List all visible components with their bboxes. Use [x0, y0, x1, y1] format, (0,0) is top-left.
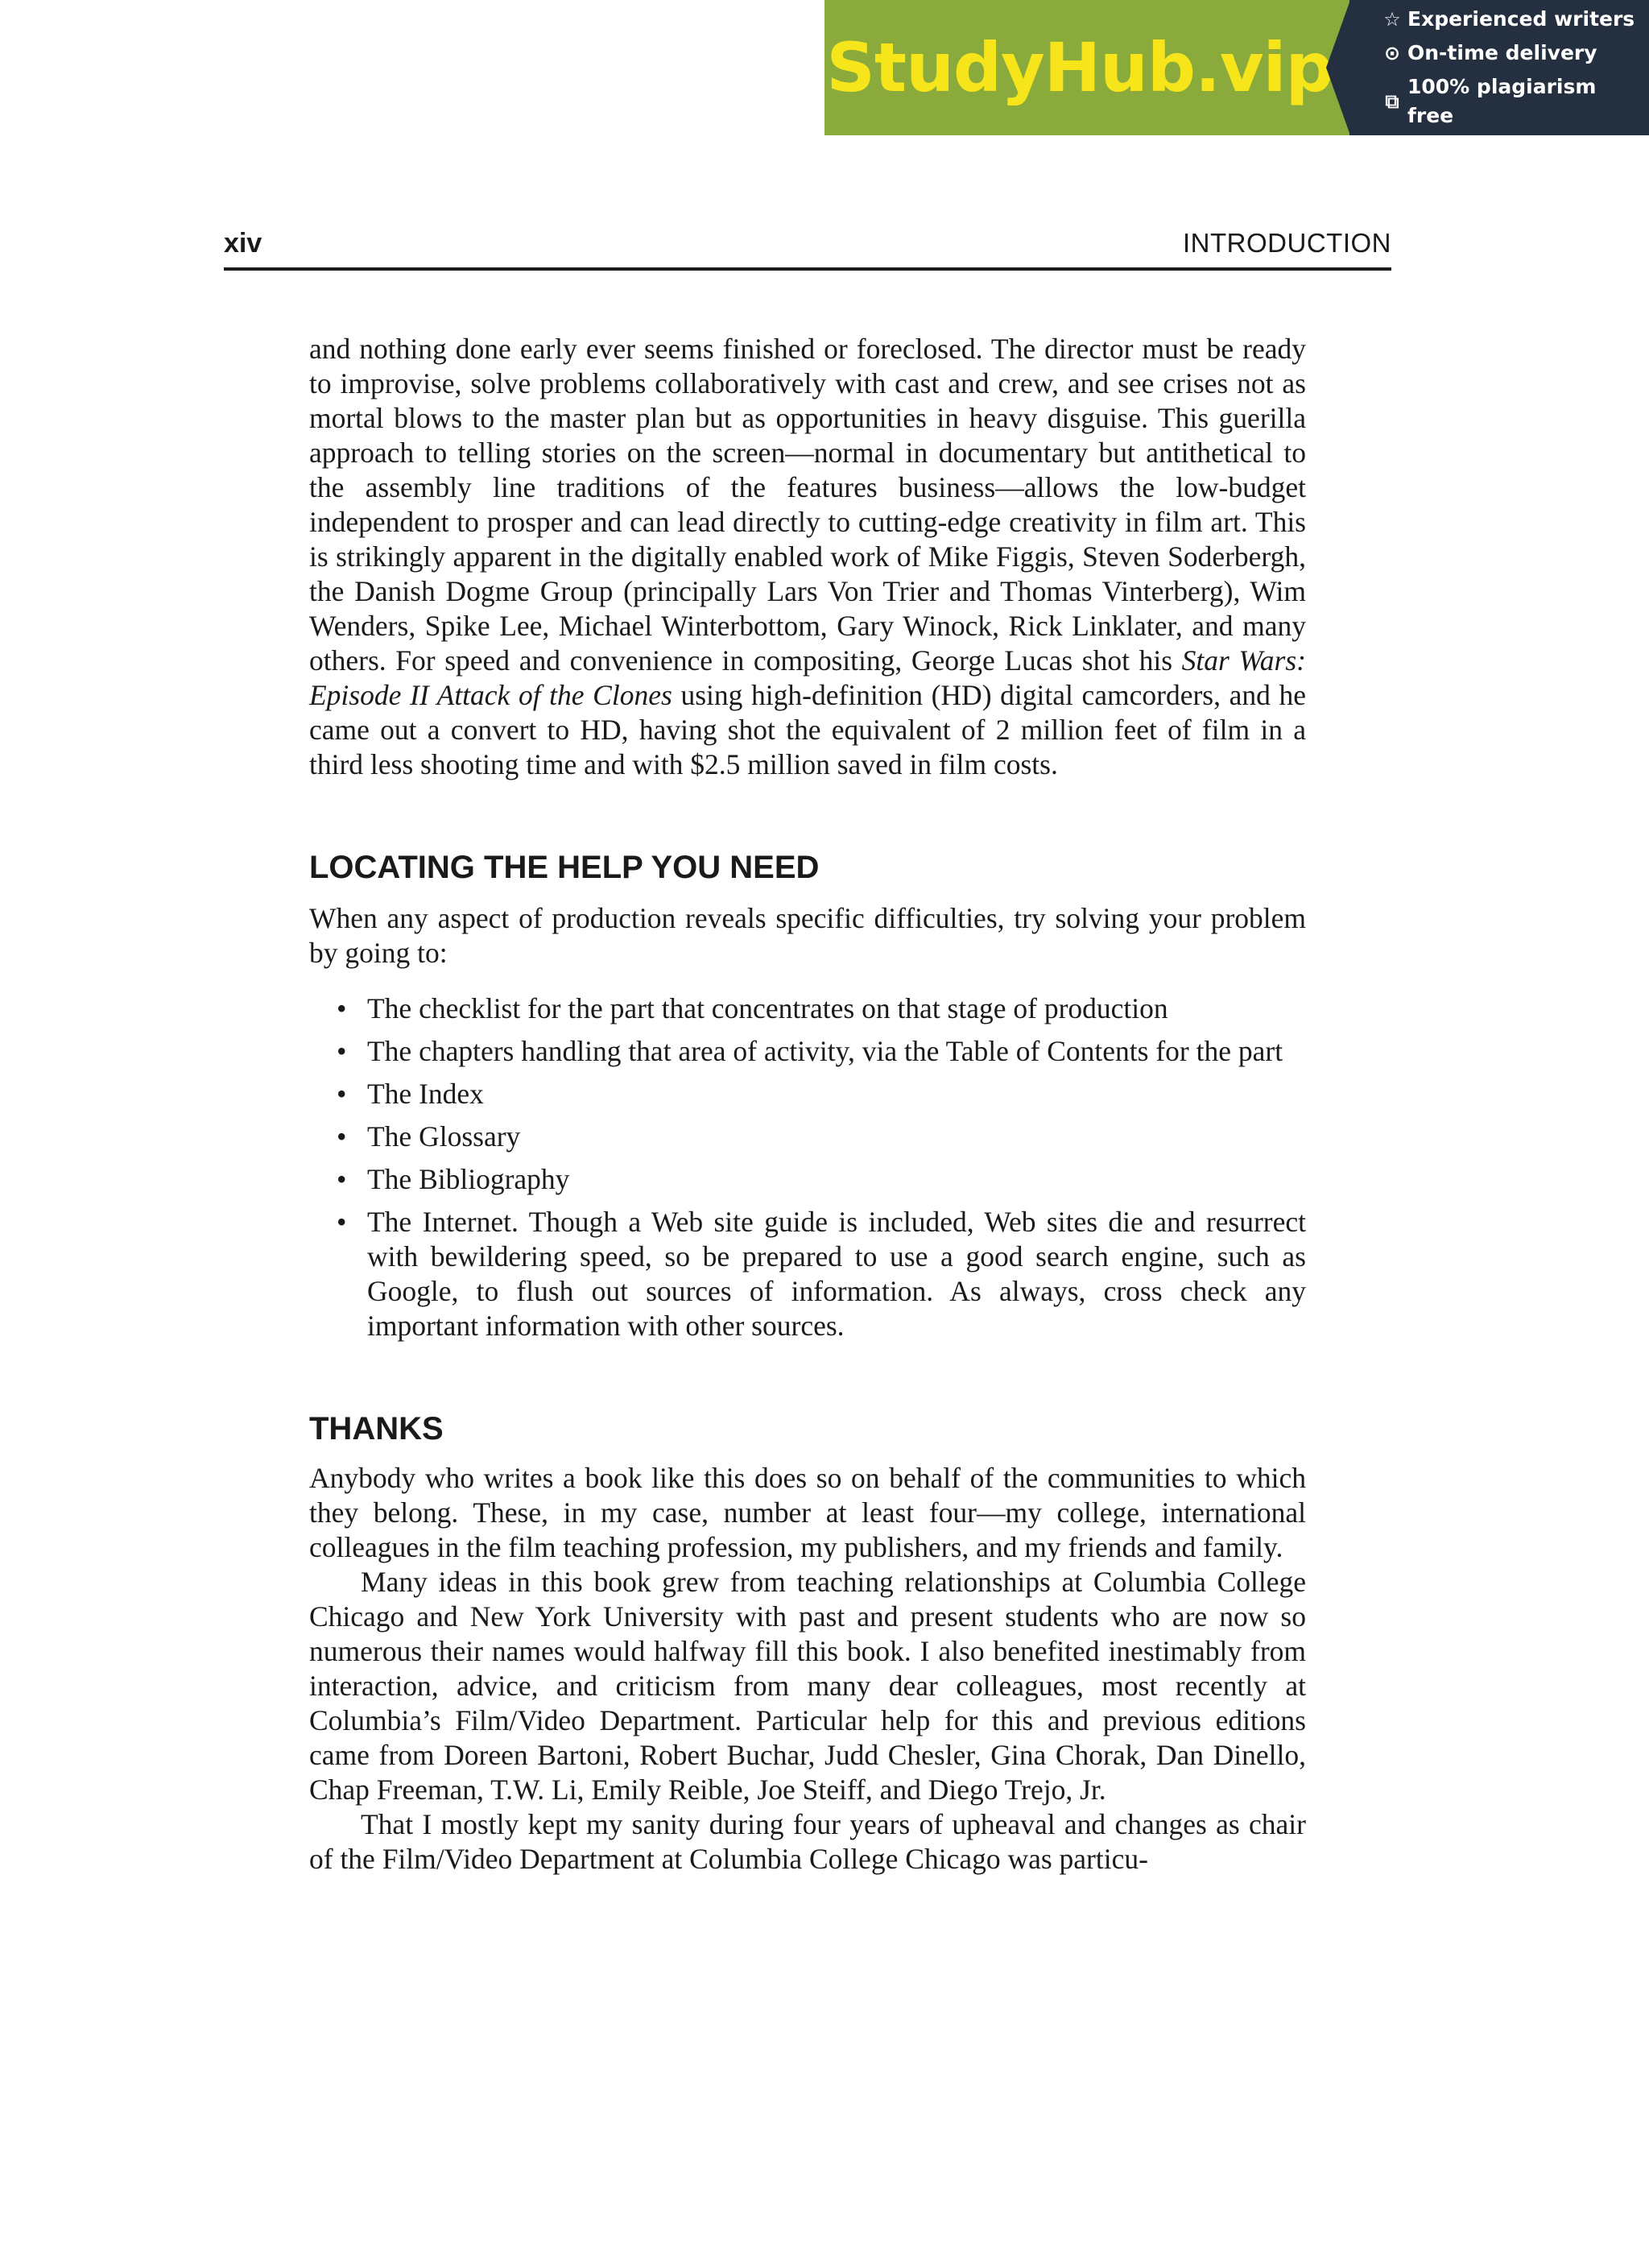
- thanks-paragraph: That I mostly kept my sanity during four years of upheaval and changes as chair of the Film/Video Department at Columbia College Chicago was particu-: [309, 1808, 1306, 1875]
- bullet-icon: •: [337, 1035, 347, 1067]
- list-item: • The Glossary: [337, 1120, 521, 1153]
- feature-label: 100% plagiarism free: [1407, 75, 1597, 127]
- feature-label: On-time delivery: [1407, 41, 1597, 64]
- section-heading-thanks: THANKS: [309, 1411, 444, 1446]
- bullet-icon: •: [337, 1120, 347, 1153]
- help-list: [309, 991, 1306, 1343]
- list-item: • The Internet. Though a Web site guide is included, Web sites die and resurrect with bewildering speed, so be prepared to use a good search engine, such as Google, to flush out sources of information. As always, cross check any important information with other sources.: [337, 1206, 1306, 1342]
- bullet-icon: •: [337, 992, 347, 1024]
- studyhub-banner[interactable]: [824, 0, 1649, 135]
- page-body: [309, 332, 1306, 1877]
- chapter-title: INTRODUCTION: [1183, 228, 1391, 258]
- logo-text: StudyHub.vip: [826, 28, 1333, 107]
- clock-icon: ⊙: [1383, 42, 1401, 64]
- star-icon: ☆: [1383, 8, 1401, 31]
- paragraph-text: and nothing done early ever seems finished or foreclosed. The director must be ready to improvise, solve problems collaboratively with cast and crew, and see crises not as mortal blows to the master plan but as opportunities in heavy disguise. This guerilla approach to telling stories on the screen—normal in documentary but antithetical to the assembly line traditions of the features business—allows the low-budget independent to prosper and can lead directly to cutting-edge creativity in film art. This is strikingly apparent in the digitally enabled work of Mike Figgis, Steven Soderbergh, the Danish Dogme Group (principally Lars Von Trier and Thomas Vinterberg), Wim Wenders, Spike Lee, Michael Winterbottom, Gary Winock, Rick Linklater, and many others. For speed and convenience in compositing, George Lucas shot his: [309, 333, 1306, 677]
- list-item: • The Bibliography: [337, 1163, 570, 1195]
- paragraph-text: using high-definition (HD) digital camcorders, and he came out a convert to HD, having shot the equivalent of 2 million feet of film in a third less shooting time and with $2.5 million saved in film costs.: [309, 679, 1306, 780]
- feature-plagiarism-free: [1382, 72, 1649, 130]
- opening-paragraph: [309, 332, 1306, 782]
- page-number: xiv: [224, 228, 262, 259]
- studyhub-logo[interactable]: [824, 0, 1349, 135]
- bullet-icon: •: [337, 1078, 347, 1110]
- thanks-paragraph: Anybody who writes a book like this does so on behalf of the communities to which they belong. These, in my case, number at least four—my college, international colleagues in the film teaching profession, my publishers, and my friends and family.: [309, 1462, 1306, 1563]
- list-item: • The chapters handling that area of activity, via the Table of Contents for the part: [337, 1035, 1283, 1067]
- banner-features: [1349, 0, 1649, 135]
- section-heading-help: LOCATING THE HELP YOU NEED: [309, 850, 820, 885]
- banner-divider: [1326, 0, 1350, 135]
- bullet-icon: •: [337, 1163, 347, 1195]
- film-title: Star Wars: Episode II Attack of the Clones: [309, 644, 1307, 711]
- running-header: [224, 226, 1391, 271]
- list-item: • The checklist for the part that concentrates on that stage of production: [337, 992, 1168, 1024]
- feature-on-time-delivery: [1382, 39, 1649, 68]
- feature-experienced-writers: [1382, 5, 1649, 34]
- feature-label: Experienced writers: [1407, 7, 1635, 31]
- list-item: • The Index: [337, 1078, 484, 1110]
- bullet-icon: •: [337, 1206, 347, 1238]
- copy-icon: ⧉: [1385, 90, 1399, 113]
- thanks-paragraph: Many ideas in this book grew from teaching relationships at Columbia College Chicago and New York University with past and present students who are now so numerous their names would halfway fill this book. I also benefited inestimably from interaction, advice, and criticism from many dear colleagues, most recently at Columbia’s Film/Video Department. Particular help for this and previous editions came from Doreen Bartoni, Robert Buchar, Judd Chesler, Gina Chorak, Dan Dinello, Chap Freeman, T.W. Li, Emily Reible, Joe Steiff, and Diego Trejo, Jr.: [309, 1566, 1306, 1806]
- help-intro: When any aspect of production reveals specific difficulties, try solving your problem by going to:: [309, 902, 1306, 969]
